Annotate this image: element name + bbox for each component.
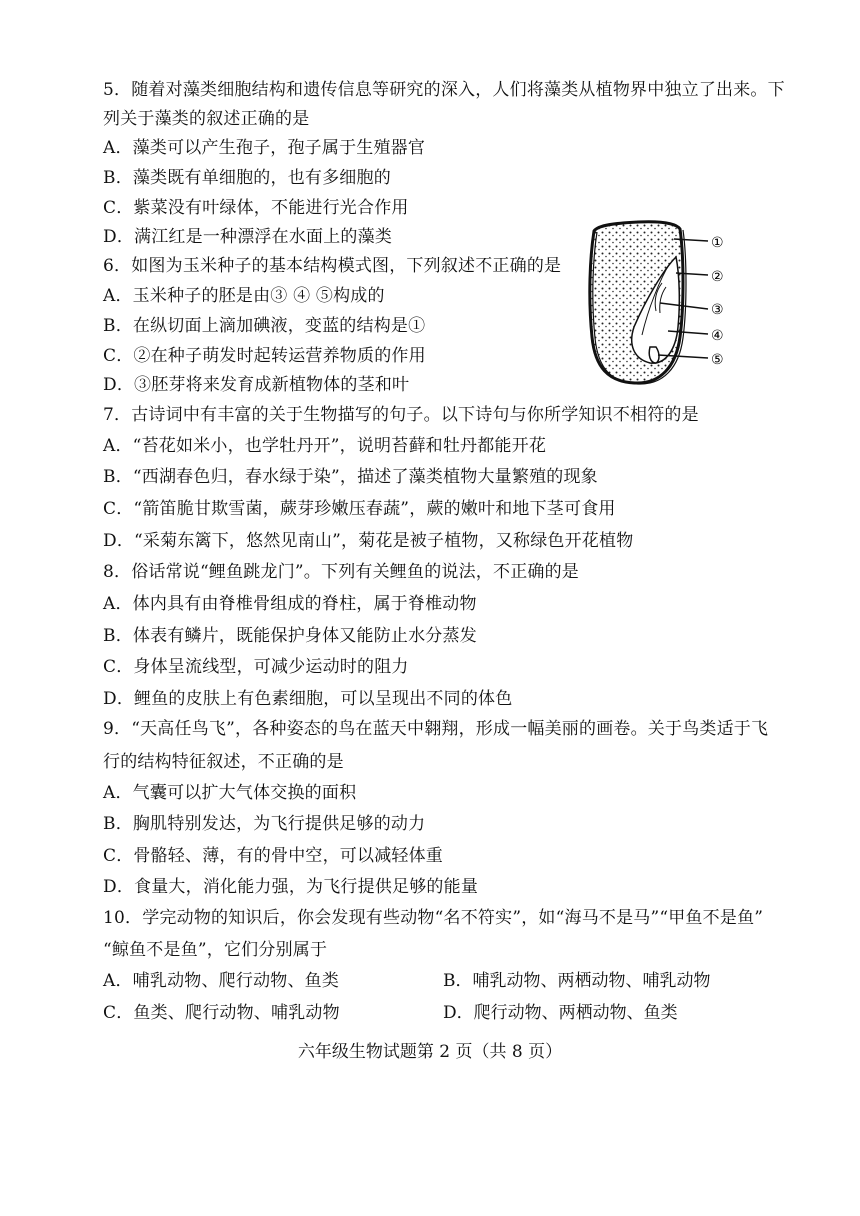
- label-2: ②: [711, 269, 724, 285]
- q8-option-d: D．鲤鱼的皮肤上有色素细胞，可以呈现出不同的体色: [103, 689, 513, 709]
- corn-seed-diagram: [580, 217, 740, 389]
- q6-option-d: D．③胚芽将来发育成新植物体的茎和叶: [103, 375, 410, 395]
- q6-option-a: A．玉米种子的胚是由③ ④ ⑤构成的: [103, 286, 385, 306]
- q5-option-c: C．紫菜没有叶绿体，不能进行光合作用: [103, 198, 409, 218]
- q10-option-c: C．鱼类、爬行动物、哺乳动物: [103, 1003, 340, 1023]
- q8-option-b: B．体表有鳞片，既能保护身体又能防止水分蒸发: [103, 626, 477, 646]
- q7-option-c: C．“箭笛脆甘欺雪菌，蕨芽珍嫩压春蔬”，蕨的嫩叶和地下茎可食用: [103, 499, 616, 519]
- label-3: ③: [711, 302, 724, 318]
- q8-stem: 8．俗话常说“鲤鱼跳龙门”。下列有关鲤鱼的说法，不正确的是: [103, 562, 579, 582]
- q5-option-a: A．藻类可以产生孢子，孢子属于生殖器官: [103, 138, 426, 158]
- q9-option-b: B．胸肌特别发达，为飞行提供足够的动力: [103, 814, 426, 834]
- label-numbers: [711, 235, 724, 368]
- q10-option-b: B．哺乳动物、两栖动物、哺乳动物: [443, 971, 711, 991]
- q5-stem-line2: 列关于藻类的叙述正确的是: [103, 109, 310, 129]
- q9-option-a: A．气囊可以扩大气体交换的面积: [103, 783, 357, 803]
- q5-option-d: D．满江红是一种漂浮在水面上的藻类: [103, 227, 393, 247]
- q5-option-b: B．藻类既有单细胞的，也有多细胞的: [103, 168, 391, 188]
- q9-option-d: D．食量大，消化能力强，为飞行提供足够的能量: [103, 877, 479, 897]
- label-5: ⑤: [711, 352, 724, 368]
- q10-stem-line2: “鲸鱼不是鱼”，它们分别属于: [103, 940, 328, 960]
- label-1: ①: [711, 235, 724, 251]
- q7-option-d: D．“采菊东篱下，悠然见南山”，菊花是被子植物，又称绿色开花植物: [103, 531, 634, 551]
- q6-option-c: C．②在种子萌发时起转运营养物质的作用: [103, 346, 426, 366]
- q7-option-a: A．“苔花如米小，也学牡丹开”，说明苔藓和牡丹都能开花: [103, 436, 547, 456]
- q7-option-b: B．“西湖春色归，春水绿于染”，描述了藻类植物大量繁殖的现象: [103, 467, 598, 487]
- page-footer: 六年级生物试题第 2 页（共 8 页）: [297, 1042, 563, 1062]
- q5-stem-line1: 5．随着对藻类细胞结构和遗传信息等研究的深入，人们将藻类从植物界中独立了出来。下: [103, 80, 785, 100]
- q6-option-b: B．在纵切面上滴加碘液，变蓝的结构是①: [103, 316, 426, 336]
- q9-stem-line1: 9．“天高任鸟飞”，各种姿态的鸟在蓝天中翱翔，形成一幅美丽的画卷。关于鸟类适于飞: [103, 719, 769, 739]
- q9-option-c: C．骨骼轻、薄，有的骨中空，可以减轻体重: [103, 846, 444, 866]
- q8-option-a: A．体内具有由脊椎骨组成的脊柱，属于脊椎动物: [103, 594, 477, 614]
- q10-option-d: D．爬行动物、两栖动物、鱼类: [443, 1003, 678, 1023]
- label-4: ④: [711, 328, 724, 344]
- q6-stem: 6．如图为玉米种子的基本结构模式图，下列叙述不正确的是: [103, 256, 562, 276]
- q9-stem-line2: 行的结构特征叙述，不正确的是: [103, 752, 344, 772]
- q10-option-a: A．哺乳动物、爬行动物、鱼类: [103, 971, 340, 991]
- q7-stem: 7．古诗词中有丰富的关于生物描写的句子。以下诗句与你所学知识不相符的是: [103, 405, 699, 425]
- q10-stem-line1: 10．学完动物的知识后，你会发现有些动物“名不符实”，如“海马不是马”“甲鱼不是鱼”: [103, 908, 764, 928]
- q8-option-c: C．身体呈流线型，可减少运动时的阻力: [103, 657, 409, 677]
